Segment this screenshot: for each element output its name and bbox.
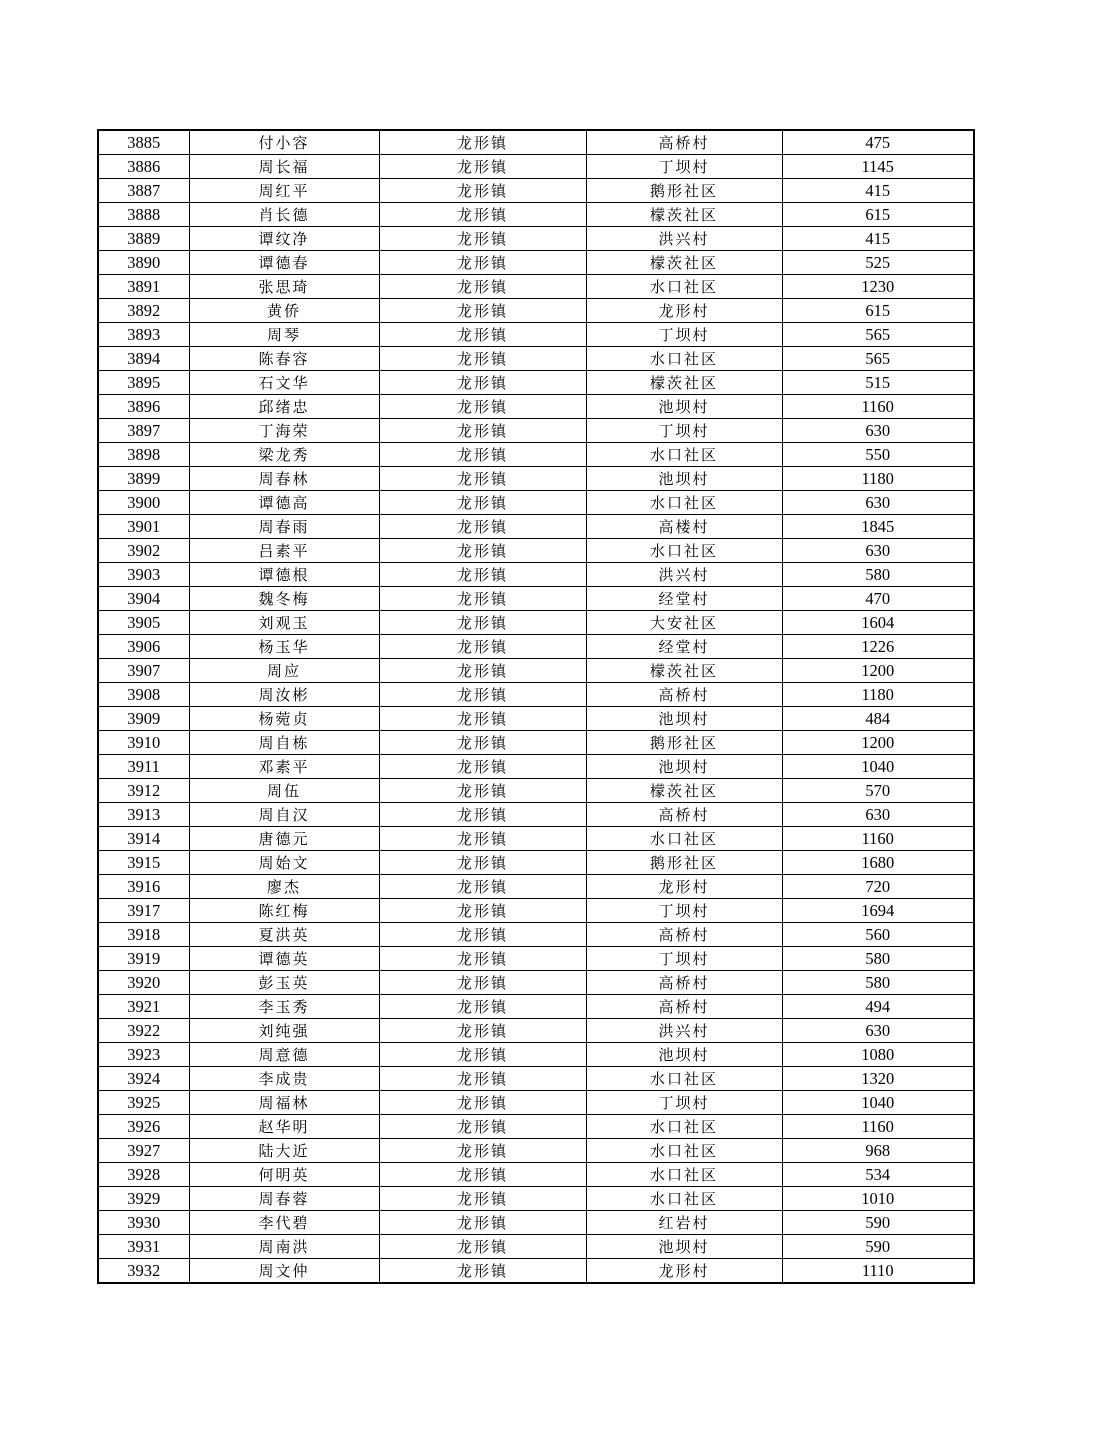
town-cell: 龙形镇	[379, 779, 586, 803]
amount-cell: 1230	[782, 275, 974, 299]
amount-cell: 590	[782, 1235, 974, 1259]
town-cell: 龙形镇	[379, 347, 586, 371]
row-number-cell: 3900	[98, 491, 189, 515]
amount-cell: 615	[782, 203, 974, 227]
town-cell: 龙形镇	[379, 1211, 586, 1235]
village-cell: 池坝村	[586, 467, 782, 491]
table-row	[98, 971, 974, 995]
amount-cell: 1010	[782, 1187, 974, 1211]
town-cell: 龙形镇	[379, 1019, 586, 1043]
village-cell: 高桥村	[586, 803, 782, 827]
table-row	[98, 587, 974, 611]
town-cell: 龙形镇	[379, 587, 586, 611]
village-cell: 高桥村	[586, 130, 782, 155]
village-cell: 高桥村	[586, 923, 782, 947]
amount-cell: 1845	[782, 515, 974, 539]
village-cell: 檬茨社区	[586, 779, 782, 803]
village-cell: 龙形村	[586, 1259, 782, 1284]
row-number-cell: 3918	[98, 923, 189, 947]
person-name-cell: 周琴	[189, 323, 379, 347]
amount-cell: 1200	[782, 659, 974, 683]
table-row	[98, 803, 974, 827]
table-row	[98, 347, 974, 371]
village-cell: 水口社区	[586, 491, 782, 515]
town-cell: 龙形镇	[379, 827, 586, 851]
village-cell: 水口社区	[586, 275, 782, 299]
town-cell: 龙形镇	[379, 130, 586, 155]
person-name-cell: 周始文	[189, 851, 379, 875]
row-number-cell: 3931	[98, 1235, 189, 1259]
person-name-cell: 周文仲	[189, 1259, 379, 1284]
row-number-cell: 3886	[98, 155, 189, 179]
village-cell: 池坝村	[586, 395, 782, 419]
town-cell: 龙形镇	[379, 635, 586, 659]
table-row	[98, 130, 974, 155]
person-name-cell: 谭德高	[189, 491, 379, 515]
table-row	[98, 1163, 974, 1187]
amount-cell: 470	[782, 587, 974, 611]
row-number-cell: 3927	[98, 1139, 189, 1163]
town-cell: 龙形镇	[379, 1067, 586, 1091]
town-cell: 龙形镇	[379, 1259, 586, 1284]
person-name-cell: 李代碧	[189, 1211, 379, 1235]
amount-cell: 484	[782, 707, 974, 731]
person-name-cell: 刘纯强	[189, 1019, 379, 1043]
amount-cell: 565	[782, 347, 974, 371]
row-number-cell: 3932	[98, 1259, 189, 1284]
amount-cell: 515	[782, 371, 974, 395]
village-cell: 红岩村	[586, 1211, 782, 1235]
person-name-cell: 吕素平	[189, 539, 379, 563]
village-cell: 檬茨社区	[586, 659, 782, 683]
table-row	[98, 275, 974, 299]
row-number-cell: 3899	[98, 467, 189, 491]
village-cell: 经堂村	[586, 635, 782, 659]
person-name-cell: 杨菀贞	[189, 707, 379, 731]
village-cell: 高楼村	[586, 515, 782, 539]
amount-cell: 1180	[782, 467, 974, 491]
person-name-cell: 周自栋	[189, 731, 379, 755]
row-number-cell: 3888	[98, 203, 189, 227]
row-number-cell: 3896	[98, 395, 189, 419]
village-cell: 丁坝村	[586, 419, 782, 443]
village-cell: 水口社区	[586, 1163, 782, 1187]
person-name-cell: 周春林	[189, 467, 379, 491]
village-cell: 丁坝村	[586, 155, 782, 179]
town-cell: 龙形镇	[379, 371, 586, 395]
person-name-cell: 杨玉华	[189, 635, 379, 659]
table-row	[98, 371, 974, 395]
village-cell: 水口社区	[586, 1187, 782, 1211]
row-number-cell: 3926	[98, 1115, 189, 1139]
table-row	[98, 1019, 974, 1043]
village-cell: 龙形村	[586, 299, 782, 323]
table-row	[98, 659, 974, 683]
row-number-cell: 3914	[98, 827, 189, 851]
village-cell: 鹅形社区	[586, 731, 782, 755]
table-row	[98, 779, 974, 803]
person-name-cell: 周春蓉	[189, 1187, 379, 1211]
town-cell: 龙形镇	[379, 227, 586, 251]
village-cell: 丁坝村	[586, 947, 782, 971]
amount-cell: 720	[782, 875, 974, 899]
amount-cell: 580	[782, 971, 974, 995]
person-name-cell: 肖长德	[189, 203, 379, 227]
row-number-cell: 3908	[98, 683, 189, 707]
table-row	[98, 419, 974, 443]
town-cell: 龙形镇	[379, 1139, 586, 1163]
table-row	[98, 611, 974, 635]
roster-table-body	[98, 130, 974, 1283]
village-cell: 檬茨社区	[586, 251, 782, 275]
person-name-cell: 赵华明	[189, 1115, 379, 1139]
row-number-cell: 3923	[98, 1043, 189, 1067]
row-number-cell: 3909	[98, 707, 189, 731]
town-cell: 龙形镇	[379, 515, 586, 539]
table-row	[98, 875, 974, 899]
table-row	[98, 1091, 974, 1115]
town-cell: 龙形镇	[379, 611, 586, 635]
row-number-cell: 3913	[98, 803, 189, 827]
row-number-cell: 3928	[98, 1163, 189, 1187]
person-name-cell: 周红平	[189, 179, 379, 203]
row-number-cell: 3924	[98, 1067, 189, 1091]
village-cell: 鹅形社区	[586, 179, 782, 203]
person-name-cell: 周南洪	[189, 1235, 379, 1259]
person-name-cell: 谭德春	[189, 251, 379, 275]
row-number-cell: 3889	[98, 227, 189, 251]
amount-cell: 1604	[782, 611, 974, 635]
table-row	[98, 515, 974, 539]
village-cell: 水口社区	[586, 443, 782, 467]
amount-cell: 1320	[782, 1067, 974, 1091]
row-number-cell: 3911	[98, 755, 189, 779]
table-row	[98, 851, 974, 875]
table-row	[98, 899, 974, 923]
amount-cell: 580	[782, 563, 974, 587]
table-row	[98, 947, 974, 971]
table-row	[98, 1259, 974, 1284]
amount-cell: 580	[782, 947, 974, 971]
table-row	[98, 827, 974, 851]
amount-cell: 630	[782, 539, 974, 563]
town-cell: 龙形镇	[379, 491, 586, 515]
village-cell: 丁坝村	[586, 899, 782, 923]
row-number-cell: 3917	[98, 899, 189, 923]
person-name-cell: 梁龙秀	[189, 443, 379, 467]
village-cell: 龙形村	[586, 875, 782, 899]
person-name-cell: 张思琦	[189, 275, 379, 299]
row-number-cell: 3892	[98, 299, 189, 323]
amount-cell: 534	[782, 1163, 974, 1187]
amount-cell: 494	[782, 995, 974, 1019]
person-name-cell: 谭德英	[189, 947, 379, 971]
village-cell: 水口社区	[586, 539, 782, 563]
village-cell: 经堂村	[586, 587, 782, 611]
amount-cell: 968	[782, 1139, 974, 1163]
village-cell: 池坝村	[586, 1235, 782, 1259]
amount-cell: 415	[782, 179, 974, 203]
person-name-cell: 魏冬梅	[189, 587, 379, 611]
town-cell: 龙形镇	[379, 659, 586, 683]
village-cell: 洪兴村	[586, 563, 782, 587]
person-name-cell: 周应	[189, 659, 379, 683]
table-row	[98, 755, 974, 779]
town-cell: 龙形镇	[379, 971, 586, 995]
village-cell: 水口社区	[586, 1115, 782, 1139]
row-number-cell: 3893	[98, 323, 189, 347]
town-cell: 龙形镇	[379, 923, 586, 947]
village-cell: 大安社区	[586, 611, 782, 635]
town-cell: 龙形镇	[379, 563, 586, 587]
person-name-cell: 夏洪英	[189, 923, 379, 947]
row-number-cell: 3907	[98, 659, 189, 683]
table-row	[98, 443, 974, 467]
town-cell: 龙形镇	[379, 1163, 586, 1187]
amount-cell: 1040	[782, 1091, 974, 1115]
town-cell: 龙形镇	[379, 851, 586, 875]
town-cell: 龙形镇	[379, 803, 586, 827]
village-cell: 水口社区	[586, 1139, 782, 1163]
town-cell: 龙形镇	[379, 467, 586, 491]
row-number-cell: 3905	[98, 611, 189, 635]
person-name-cell: 刘观玉	[189, 611, 379, 635]
town-cell: 龙形镇	[379, 179, 586, 203]
table-row	[98, 707, 974, 731]
person-name-cell: 彭玉英	[189, 971, 379, 995]
person-name-cell: 陈春容	[189, 347, 379, 371]
person-name-cell: 黄侨	[189, 299, 379, 323]
amount-cell: 630	[782, 419, 974, 443]
table-row	[98, 995, 974, 1019]
person-name-cell: 何明英	[189, 1163, 379, 1187]
table-row	[98, 395, 974, 419]
person-name-cell: 李成贵	[189, 1067, 379, 1091]
amount-cell: 630	[782, 803, 974, 827]
person-name-cell: 周春雨	[189, 515, 379, 539]
table-row	[98, 179, 974, 203]
town-cell: 龙形镇	[379, 707, 586, 731]
person-name-cell: 周自汉	[189, 803, 379, 827]
village-cell: 洪兴村	[586, 227, 782, 251]
town-cell: 龙形镇	[379, 731, 586, 755]
village-cell: 池坝村	[586, 707, 782, 731]
amount-cell: 560	[782, 923, 974, 947]
table-row	[98, 1043, 974, 1067]
person-name-cell: 邓素平	[189, 755, 379, 779]
amount-cell: 565	[782, 323, 974, 347]
table-row	[98, 683, 974, 707]
row-number-cell: 3929	[98, 1187, 189, 1211]
town-cell: 龙形镇	[379, 1115, 586, 1139]
town-cell: 龙形镇	[379, 419, 586, 443]
person-name-cell: 李玉秀	[189, 995, 379, 1019]
village-cell: 水口社区	[586, 347, 782, 371]
row-number-cell: 3895	[98, 371, 189, 395]
row-number-cell: 3903	[98, 563, 189, 587]
amount-cell: 615	[782, 299, 974, 323]
table-row	[98, 323, 974, 347]
town-cell: 龙形镇	[379, 995, 586, 1019]
table-row	[98, 1067, 974, 1091]
person-name-cell: 付小容	[189, 130, 379, 155]
row-number-cell: 3887	[98, 179, 189, 203]
amount-cell: 1145	[782, 155, 974, 179]
table-row	[98, 251, 974, 275]
row-number-cell: 3916	[98, 875, 189, 899]
amount-cell: 1110	[782, 1259, 974, 1284]
town-cell: 龙形镇	[379, 299, 586, 323]
village-cell: 高桥村	[586, 683, 782, 707]
table-row	[98, 491, 974, 515]
row-number-cell: 3922	[98, 1019, 189, 1043]
row-number-cell: 3901	[98, 515, 189, 539]
amount-cell: 550	[782, 443, 974, 467]
table-row	[98, 1139, 974, 1163]
person-name-cell: 周意德	[189, 1043, 379, 1067]
person-name-cell: 周长福	[189, 155, 379, 179]
row-number-cell: 3906	[98, 635, 189, 659]
table-row	[98, 1115, 974, 1139]
town-cell: 龙形镇	[379, 155, 586, 179]
row-number-cell: 3904	[98, 587, 189, 611]
row-number-cell: 3921	[98, 995, 189, 1019]
town-cell: 龙形镇	[379, 539, 586, 563]
person-name-cell: 唐德元	[189, 827, 379, 851]
person-name-cell: 谭德根	[189, 563, 379, 587]
row-number-cell: 3915	[98, 851, 189, 875]
row-number-cell: 3885	[98, 130, 189, 155]
amount-cell: 415	[782, 227, 974, 251]
person-name-cell: 谭纹净	[189, 227, 379, 251]
amount-cell: 475	[782, 130, 974, 155]
town-cell: 龙形镇	[379, 203, 586, 227]
town-cell: 龙形镇	[379, 1187, 586, 1211]
row-number-cell: 3925	[98, 1091, 189, 1115]
row-number-cell: 3919	[98, 947, 189, 971]
amount-cell: 1680	[782, 851, 974, 875]
town-cell: 龙形镇	[379, 443, 586, 467]
amount-cell: 1160	[782, 1115, 974, 1139]
amount-cell: 570	[782, 779, 974, 803]
row-number-cell: 3930	[98, 1211, 189, 1235]
person-name-cell: 周汝彬	[189, 683, 379, 707]
village-cell: 高桥村	[586, 971, 782, 995]
town-cell: 龙形镇	[379, 1235, 586, 1259]
person-name-cell: 丁海荣	[189, 419, 379, 443]
table-row	[98, 1211, 974, 1235]
row-number-cell: 3910	[98, 731, 189, 755]
amount-cell: 1694	[782, 899, 974, 923]
table-row	[98, 203, 974, 227]
table-row	[98, 923, 974, 947]
town-cell: 龙形镇	[379, 899, 586, 923]
village-cell: 檬茨社区	[586, 371, 782, 395]
table-row	[98, 731, 974, 755]
row-number-cell: 3912	[98, 779, 189, 803]
amount-cell: 1160	[782, 827, 974, 851]
amount-cell: 630	[782, 491, 974, 515]
row-number-cell: 3920	[98, 971, 189, 995]
village-cell: 水口社区	[586, 827, 782, 851]
table-row	[98, 635, 974, 659]
village-cell: 丁坝村	[586, 1091, 782, 1115]
town-cell: 龙形镇	[379, 875, 586, 899]
person-name-cell: 石文华	[189, 371, 379, 395]
row-number-cell: 3902	[98, 539, 189, 563]
amount-cell: 1180	[782, 683, 974, 707]
table-row	[98, 563, 974, 587]
village-cell: 檬茨社区	[586, 203, 782, 227]
table-row	[98, 227, 974, 251]
amount-cell: 1160	[782, 395, 974, 419]
amount-cell: 1226	[782, 635, 974, 659]
person-name-cell: 邱绪忠	[189, 395, 379, 419]
row-number-cell: 3890	[98, 251, 189, 275]
amount-cell: 630	[782, 1019, 974, 1043]
table-row	[98, 299, 974, 323]
roster-table	[97, 129, 975, 1284]
table-row	[98, 1187, 974, 1211]
town-cell: 龙形镇	[379, 251, 586, 275]
town-cell: 龙形镇	[379, 275, 586, 299]
table-row	[98, 467, 974, 491]
village-cell: 水口社区	[586, 1067, 782, 1091]
town-cell: 龙形镇	[379, 323, 586, 347]
person-name-cell: 廖杰	[189, 875, 379, 899]
town-cell: 龙形镇	[379, 755, 586, 779]
table-row	[98, 539, 974, 563]
row-number-cell: 3891	[98, 275, 189, 299]
table-row	[98, 155, 974, 179]
amount-cell: 1080	[782, 1043, 974, 1067]
row-number-cell: 3898	[98, 443, 189, 467]
village-cell: 洪兴村	[586, 1019, 782, 1043]
village-cell: 高桥村	[586, 995, 782, 1019]
row-number-cell: 3897	[98, 419, 189, 443]
town-cell: 龙形镇	[379, 683, 586, 707]
table-row	[98, 1235, 974, 1259]
amount-cell: 1200	[782, 731, 974, 755]
amount-cell: 1040	[782, 755, 974, 779]
village-cell: 丁坝村	[586, 323, 782, 347]
town-cell: 龙形镇	[379, 395, 586, 419]
town-cell: 龙形镇	[379, 947, 586, 971]
person-name-cell: 陆大近	[189, 1139, 379, 1163]
person-name-cell: 陈红梅	[189, 899, 379, 923]
amount-cell: 590	[782, 1211, 974, 1235]
village-cell: 鹅形社区	[586, 851, 782, 875]
amount-cell: 525	[782, 251, 974, 275]
town-cell: 龙形镇	[379, 1091, 586, 1115]
village-cell: 池坝村	[586, 1043, 782, 1067]
row-number-cell: 3894	[98, 347, 189, 371]
town-cell: 龙形镇	[379, 1043, 586, 1067]
person-name-cell: 周福林	[189, 1091, 379, 1115]
village-cell: 池坝村	[586, 755, 782, 779]
person-name-cell: 周伍	[189, 779, 379, 803]
